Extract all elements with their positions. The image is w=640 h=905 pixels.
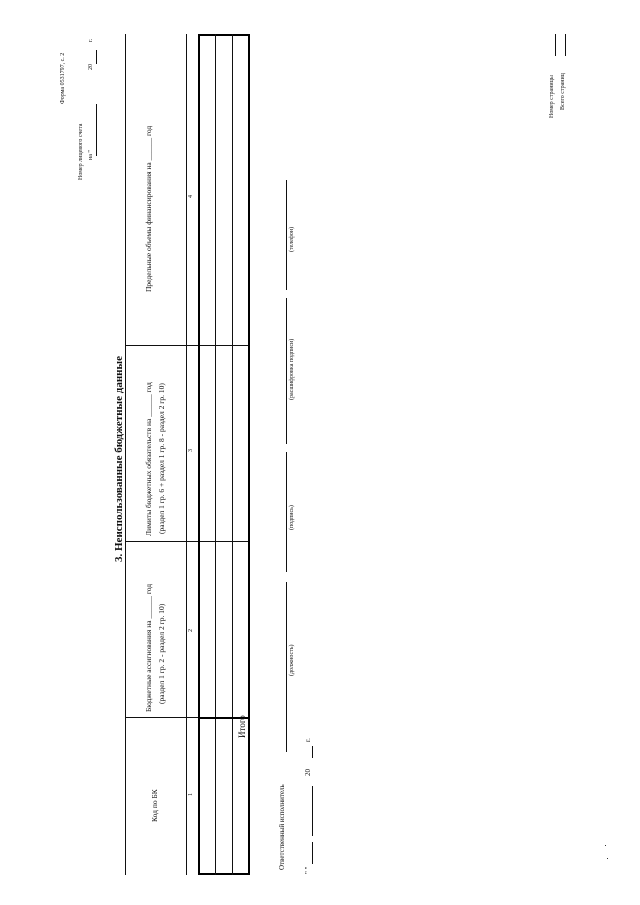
column-number-4: 4: [188, 195, 194, 198]
account-date-prefix: на ": [88, 150, 94, 160]
signature-date-day-line: [312, 842, 313, 864]
data-row-line-1: [215, 34, 216, 875]
data-row-line-2: [232, 34, 233, 875]
decoding-line: [286, 298, 287, 444]
signature-date-year: 20: [304, 769, 312, 776]
position-caption: (должность): [289, 644, 295, 676]
column-number-1: 1: [188, 793, 194, 796]
header-bottom-line: [186, 34, 187, 875]
section-title: 3. Неиспользованные бюджетные данные: [113, 356, 125, 562]
table-top-line: [125, 34, 126, 875]
signature-caption: (подпись): [289, 505, 295, 530]
account-number-line: [96, 104, 97, 148]
signature-date-quote: " ": [304, 866, 312, 874]
phone-caption: (телефон): [289, 226, 295, 252]
data-rows-box: [198, 34, 250, 875]
scan-speck: [607, 858, 608, 859]
column-number-3: 3: [188, 449, 194, 452]
signature-date-suffix: г.: [304, 738, 312, 742]
total-label: Итого: [237, 715, 247, 738]
signature-date-month-line: [312, 786, 313, 836]
signature-date-year-line: [312, 746, 313, 758]
header-financing-limits: Предельные объемы финансирования на ______ год: [144, 125, 153, 292]
column-number-2: 2: [188, 629, 194, 632]
header-obligation-limits-note: (раздел 1 гр. 6 + раздел 1 гр. 8 - раздел 2 гр. 10): [157, 383, 166, 534]
form-code-label: Форма 0531797, с. 2: [60, 52, 66, 104]
account-date-suffix: г.: [88, 38, 94, 42]
account-date-year-line: [96, 50, 97, 64]
page-number-label: Номер страницы: [549, 75, 555, 118]
account-date-year: 20: [88, 64, 94, 70]
signature-line: [286, 452, 287, 572]
page-number-box-left: [565, 34, 566, 56]
header-code-bk: Код по БК: [150, 789, 159, 822]
header-budget-allocations: Бюджетные ассигнования на ______ год: [144, 583, 153, 712]
page-number-box-top: [555, 34, 556, 56]
header-budget-allocations-note: (раздел 1 гр. 2 - раздел 2 гр. 10): [157, 603, 166, 704]
scan-speck: [605, 845, 606, 846]
decoding-caption: (расшифровка подписи): [289, 338, 295, 400]
header-obligation-limits: Лимиты бюджетных обязательств на ______ год: [144, 382, 153, 536]
account-date-day-line: [96, 148, 97, 156]
phone-line: [286, 180, 287, 290]
account-number-label: Номер лицевого счета: [78, 123, 84, 180]
executor-label: Ответственный исполнитель: [278, 784, 286, 870]
position-line: [286, 582, 287, 752]
total-pages-label: Всего страниц: [560, 73, 566, 110]
